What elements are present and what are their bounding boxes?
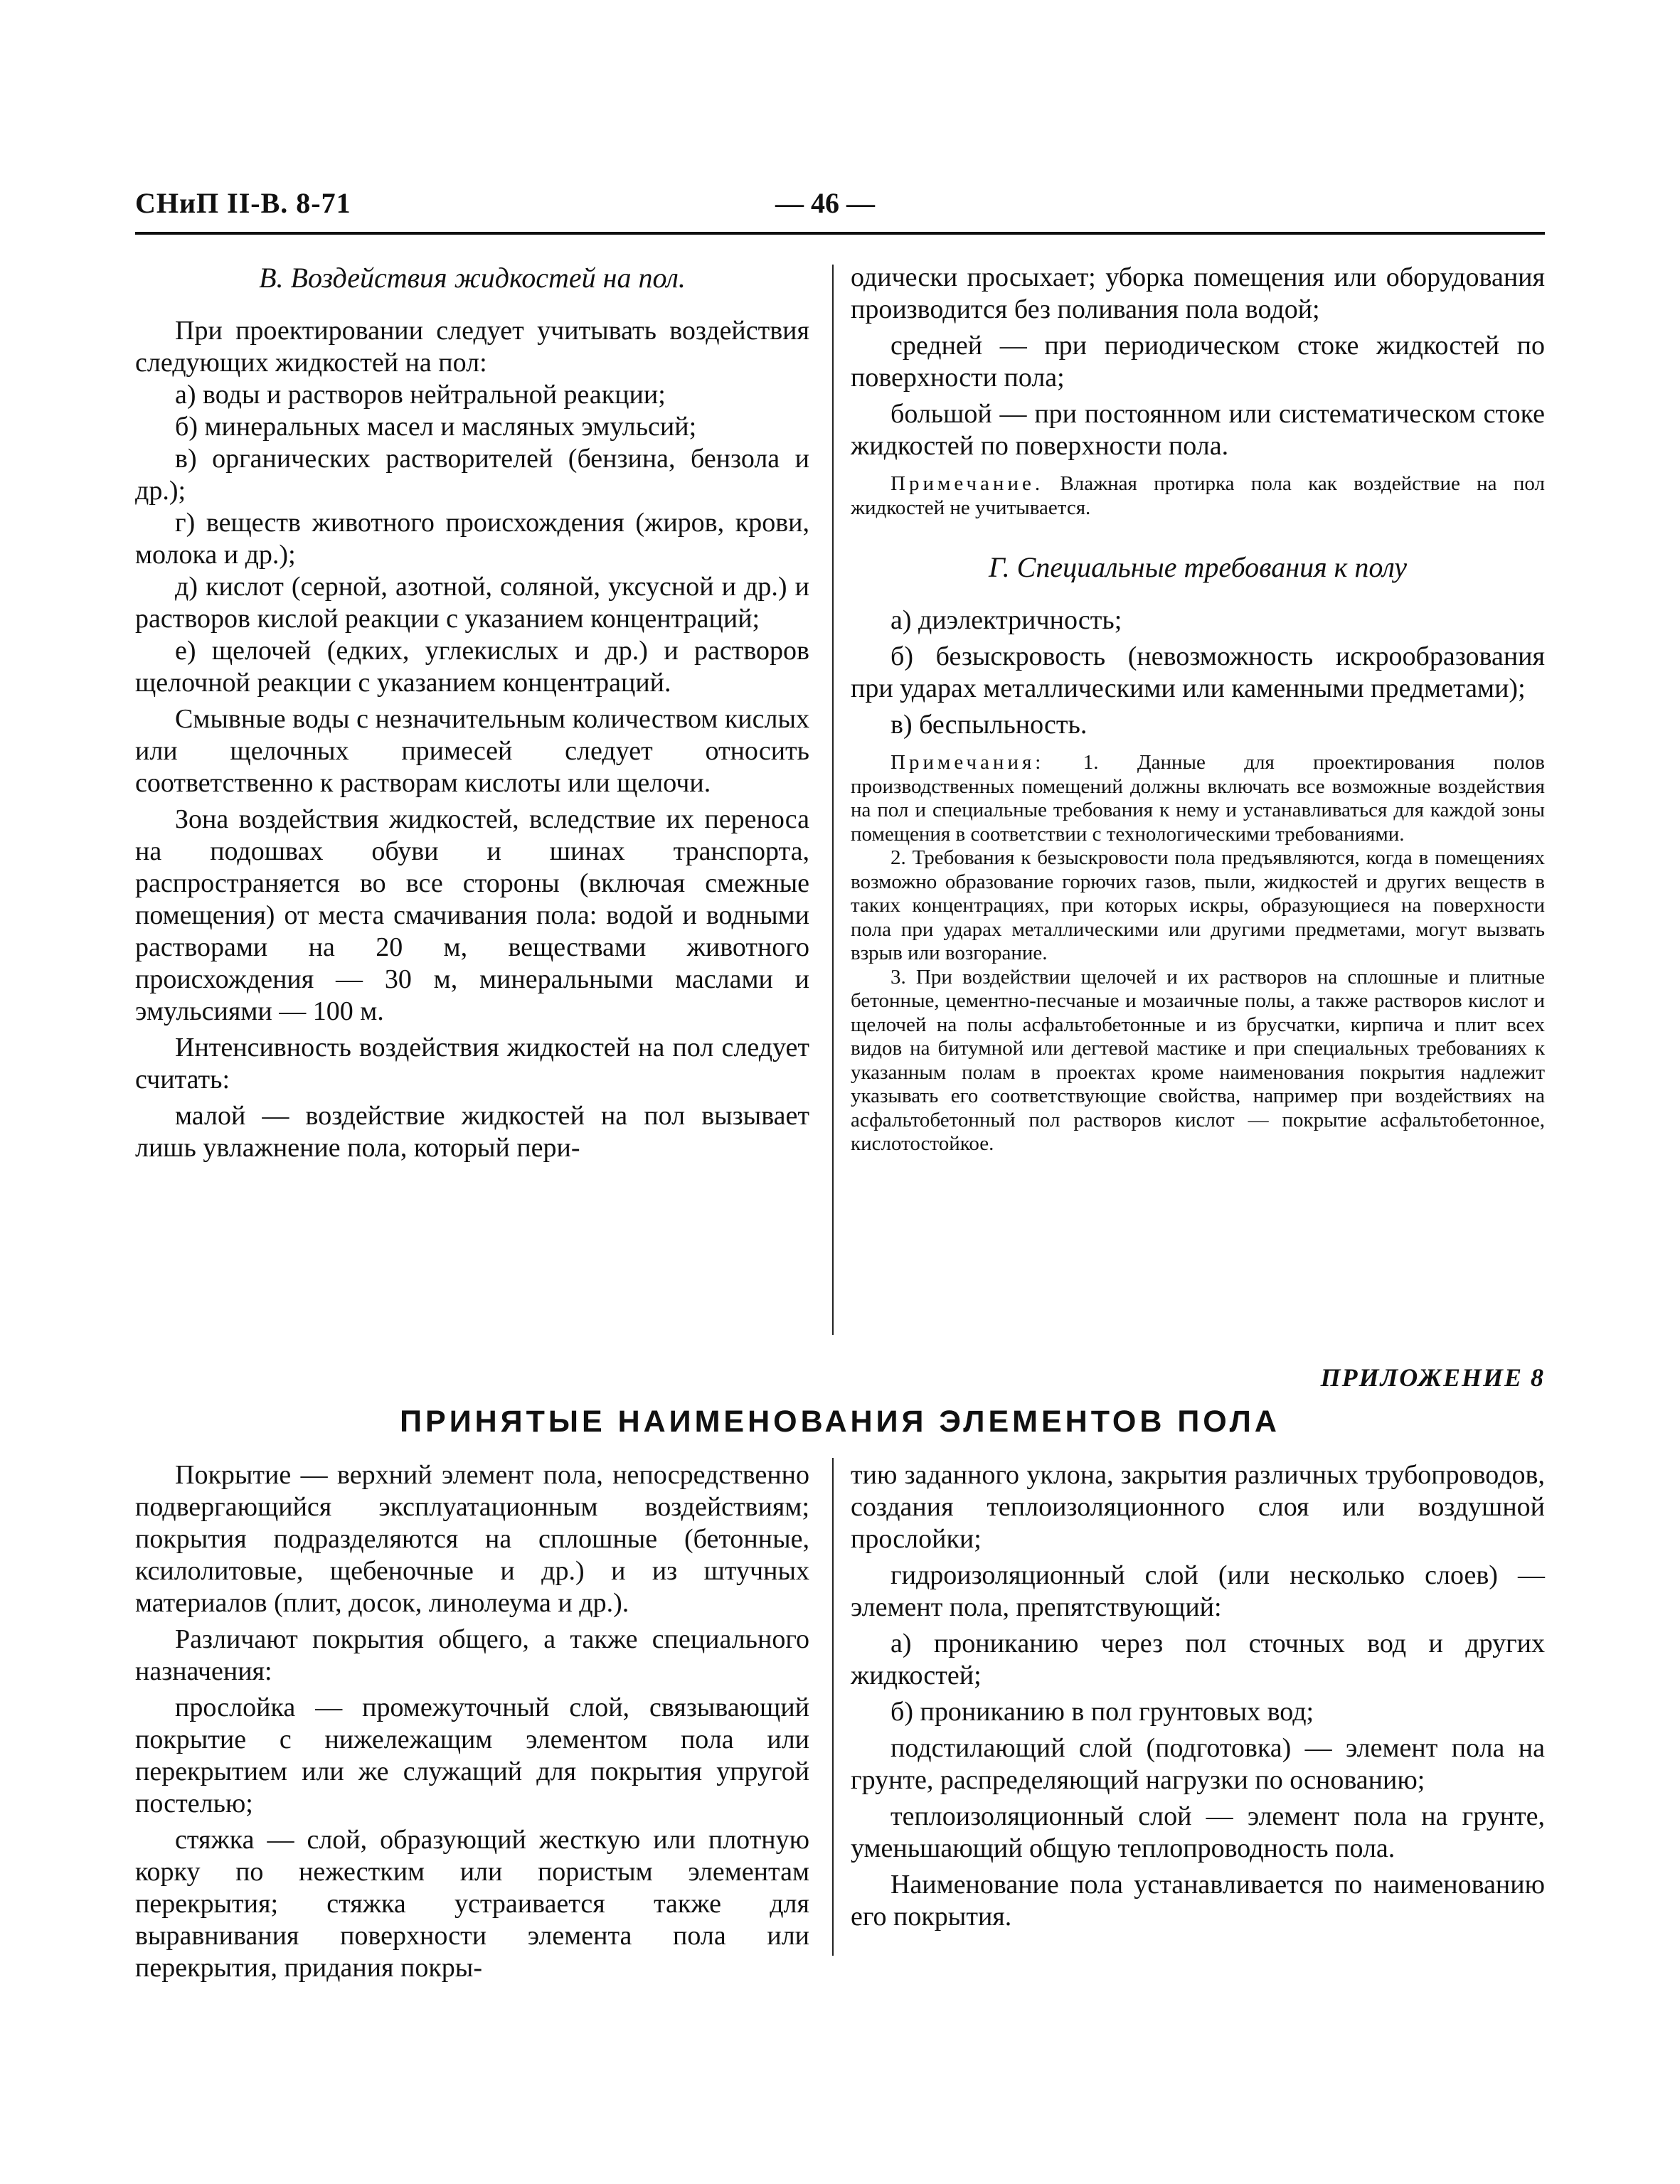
section-v-continuation: одически просыхает; уборка помещения или оборудования производится без поливания пола водой;	[851, 262, 1545, 324]
upper-right-column	[851, 262, 1545, 1156]
document-code: СНиП II-В. 8-71	[135, 187, 351, 219]
section-g-item: б) безыскровость (невозможность искрообразования при ударах металлическими или каменными предметами);	[851, 641, 1545, 703]
section-g-title: Г. Специальные требования к полу	[988, 551, 1408, 583]
page-number: — 46 —	[775, 187, 875, 219]
page-header	[135, 186, 1545, 230]
column-divider	[832, 265, 834, 1335]
section-v-paragraph: Зона воздействия жидкостей, вследствие их переноса на подошвах обуви и шинах транспорта, распространяется во все стороны (включая смежные помещения) от места смачивания пола: водой и водными растворами на 20 м, веществами животного происхождения — 30 м, минеральными маслами и эмульсиями — 100 м.	[135, 804, 809, 1026]
lower-left-column	[135, 1459, 809, 1984]
section-v-item-b: б) минеральных масел и масляных эмульсий;	[175, 412, 697, 442]
appendix-paragraph: Наименование пола устанавливается по наименованию его покрытия.	[851, 1870, 1545, 1932]
appendix-label: ПРИЛОЖЕНИЕ 8	[1320, 1363, 1545, 1392]
lower-right-column	[851, 1459, 1545, 1933]
section-v-note	[851, 472, 1545, 520]
appendix-paragraph: прослойка — промежуточный слой, связывающий покрытие с нижележащим элементом пола или перекрытием или же служащий для покрытия упругой постелью;	[135, 1693, 809, 1818]
section-v-item-a: а) воды и растворов нейтральной реакции;	[175, 380, 666, 410]
section-v-item-d: д) кислот (серной, азотной, соляной, уксусной и др.) и растворов кислой реакции с указанием концентраций;	[135, 572, 809, 634]
section-v-paragraph: Интенсивность воздействия жидкостей на пол следует считать:	[135, 1033, 809, 1094]
section-v-item-e: е) щелочей (едких, углекислых и др.) и растворов щелочной реакции с указанием концентраций.	[135, 636, 809, 698]
appendix-paragraph: подстилающий слой (подготовка) — элемент пола на грунте, распределяющий нагрузки по основанию;	[851, 1733, 1545, 1795]
note-label: Примечание.	[890, 472, 1044, 495]
appendix-paragraph: Покрытие — верхний элемент пола, непосредственно подвергающийся эксплуатационным воздействиям; покрытия подразделяются на сплошные (бетонные, ксилолитовые, щебеночные и др.) и из штучных материалов (плит, досок, линолеума и др.).	[135, 1460, 809, 1618]
appendix-paragraph: теплоизоляционный слой — элемент пола на грунте, уменьшающий общую теплопроводность пола.	[851, 1801, 1545, 1863]
appendix-paragraph: Различают покрытия общего, а также специального назначения:	[135, 1624, 809, 1686]
section-v-item-v: в) органических растворителей (бензина, бензола и др.);	[135, 444, 809, 506]
section-v-paragraph: малой — воздействие жидкостей на пол вызывает лишь увлажнение пола, который пери-	[135, 1101, 809, 1163]
appendix-paragraph: тию заданного уклона, закрытия различных трубопроводов, создания теплоизоляционного слоя или воздушной прослойки;	[851, 1460, 1545, 1554]
appendix-paragraph: а) проникaнию через пол сточных вод и других жидкостей;	[851, 1629, 1545, 1690]
section-g-note: 2. Требования к безыскровости пола предъявляются, когда в помещениях возможно образование горючих газов, пыли, жидкостей и других веществ в таких концентрациях, при которых искры, образующиеся на поверхности пола при ударах металлическими или другими предметами, могут вызвать взрыв или возгорание.	[851, 846, 1545, 964]
appendix-title: ПРИНЯТЫЕ НАИМЕНОВАНИЯ ЭЛЕМЕНТОВ ПОЛА	[400, 1405, 1280, 1439]
section-g-note	[851, 751, 1545, 846]
appendix-paragraph: гидроизоляционный слой (или несколько слоев) — элемент пола, препятствующий:	[851, 1560, 1545, 1622]
section-v-continuation: большой — при постоянном или систематическом стоке жидкостей по поверхности пола.	[851, 399, 1545, 461]
section-v-continuation: средней — при периодическом стоке жидкостей по поверхности пола;	[851, 331, 1545, 393]
header-rule	[135, 232, 1545, 235]
upper-left-column	[135, 262, 809, 1164]
notes-label: Примечания:	[890, 751, 1045, 774]
section-g-note: 3. При воздействии щелочей и их растворов на сплошные и плитные бетонные, цементно-песчаные и мозаичные полы, а также растворов кислот и щелочей на полы асфальтобетонные и из брусчатки, кирпича и плит всех видов на битумной или дегтевой мастике и при специальных требованиях к указанным полам в проектах кроме наименования покрытия надлежит указывать его соответствующие свойства, например при воздействиях на асфальтобетонный пол растворов кислот — покрытие асфальтобетонное, кислотостойкое.	[851, 965, 1545, 1155]
note-text: Влажная протирка пола как воздействие на пол жидкостей не учитывается.	[851, 472, 1545, 519]
section-v-item-g: г) веществ животного происхождения (жиров, крови, молока и др.);	[135, 508, 809, 570]
section-g-item: а) диэлектричность;	[890, 605, 1122, 635]
note-text: 1. Данные для проектирования полов производственных помещений должны включать все возможные воздействия на пол и специальные требования к нему и устанавливаться для каждой зоны помещения в соответствии с технологическими требованиями.	[851, 751, 1546, 846]
appendix-paragraph: стяжка — слой, образующий жесткую или плотную корку по нежестким или пористым элементам перекрытия; стяжка устраивается также для выравнивания поверхности элемента пола или перекрытия, придания покры-	[135, 1825, 809, 1983]
appendix-paragraph: б) проникaнию в пол грунтовых вод;	[890, 1697, 1314, 1727]
section-v-paragraph: При проектировании следует учитывать воздействия следующих жидкостей на пол:	[135, 316, 809, 378]
section-g-item: в) беспыльность.	[890, 710, 1088, 740]
section-v-paragraph: Смывные воды с незначительным количеством кислых или щелочных примесей следует относить соответственно к растворам кислоты или щелочи.	[135, 704, 809, 798]
section-v-title: В. Воздействия жидкостей на пол.	[259, 262, 686, 294]
column-divider	[832, 1458, 834, 1956]
